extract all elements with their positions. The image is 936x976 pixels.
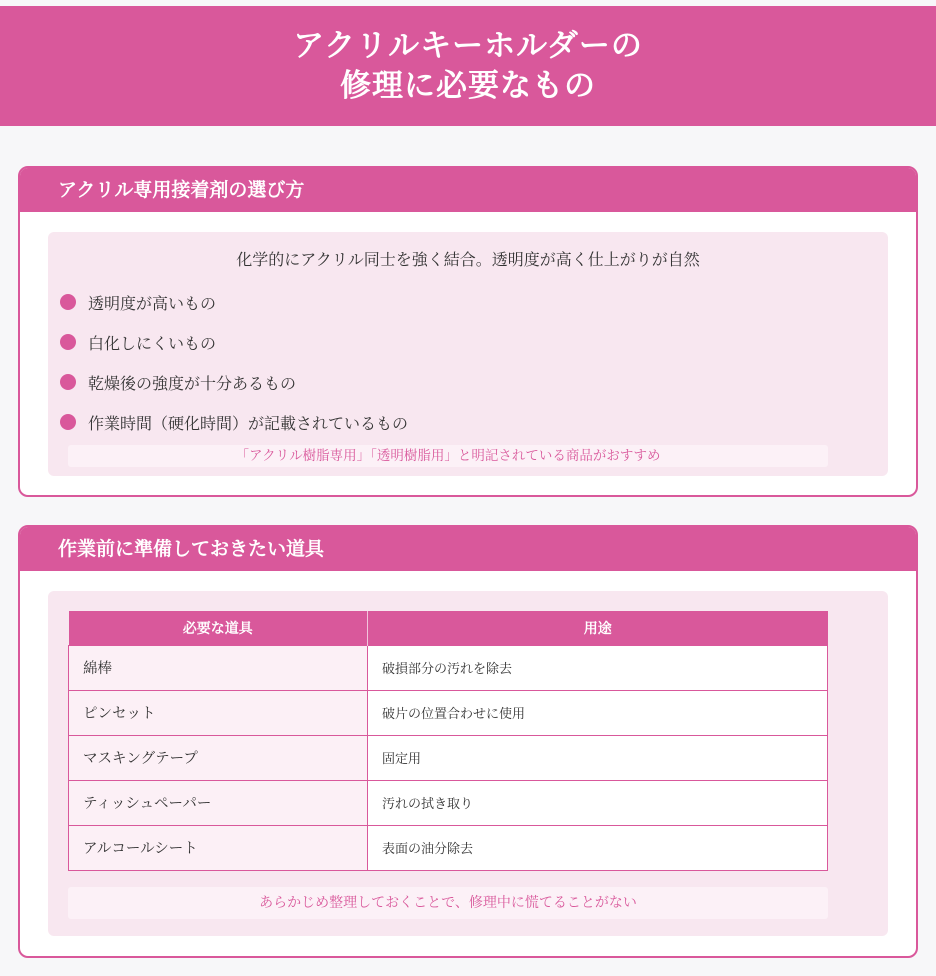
adhesive-section-card bbox=[18, 166, 918, 497]
tool-name-cell: 綿棒 bbox=[69, 645, 368, 690]
list-item-label: 作業時間（硬化時間）が記載されているもの bbox=[88, 413, 409, 433]
table-header-use: 用途 bbox=[368, 611, 828, 645]
tool-name-cell: アルコールシート bbox=[69, 825, 368, 870]
table-row bbox=[69, 780, 828, 825]
bullet-dot-icon bbox=[60, 294, 76, 310]
bullet-dot-icon bbox=[60, 374, 76, 390]
tools-section-card bbox=[18, 525, 918, 958]
table-row bbox=[69, 735, 828, 780]
adhesive-recommendation-note: 「アクリル樹脂専用」「透明樹脂用」と明記されている商品がおすすめ bbox=[68, 445, 828, 467]
list-item-label: 乾燥後の強度が十分あるもの bbox=[88, 373, 297, 393]
page-title-line-1: アクリルキーホルダーの bbox=[293, 28, 643, 64]
list-item bbox=[60, 282, 888, 322]
tool-name-cell: ティッシュペーパー bbox=[69, 780, 368, 825]
adhesive-section-heading: アクリル専用接着剤の選び方 bbox=[20, 168, 916, 212]
table-row bbox=[69, 825, 828, 870]
tools-table bbox=[68, 611, 828, 871]
bullet-dot-icon bbox=[60, 414, 76, 430]
table-header-tool: 必要な道具 bbox=[69, 611, 368, 645]
tool-use-cell: 破片の位置合わせに使用 bbox=[368, 690, 828, 735]
tools-preparation-note: あらかじめ整理しておくことで、修理中に慌てることがない bbox=[68, 887, 828, 919]
list-item bbox=[60, 362, 888, 402]
tool-use-cell: 表面の油分除去 bbox=[368, 825, 828, 870]
tool-use-cell: 破損部分の汚れを除去 bbox=[368, 645, 828, 690]
list-item-label: 白化しにくいもの bbox=[88, 333, 217, 353]
tool-use-cell: 固定用 bbox=[368, 735, 828, 780]
adhesive-criteria-list bbox=[48, 282, 888, 442]
page-header bbox=[0, 6, 936, 126]
adhesive-info-panel bbox=[48, 232, 888, 476]
table-row bbox=[69, 690, 828, 735]
tools-section-heading: 作業前に準備しておきたい道具 bbox=[20, 527, 916, 571]
table-header-row bbox=[69, 611, 828, 645]
page-title-line-2: 修理に必要なもの bbox=[340, 68, 596, 104]
list-item bbox=[60, 402, 888, 442]
table-row bbox=[69, 645, 828, 690]
tool-name-cell: ピンセット bbox=[69, 690, 368, 735]
tool-use-cell: 汚れの拭き取り bbox=[368, 780, 828, 825]
bullet-dot-icon bbox=[60, 334, 76, 350]
list-item bbox=[60, 322, 888, 362]
tool-name-cell: マスキングテープ bbox=[69, 735, 368, 780]
adhesive-intro-text: 化学的にアクリル同士を強く結合。透明度が高く仕上がりが自然 bbox=[236, 250, 700, 269]
tools-info-panel bbox=[48, 591, 888, 936]
list-item-label: 透明度が高いもの bbox=[88, 293, 217, 313]
